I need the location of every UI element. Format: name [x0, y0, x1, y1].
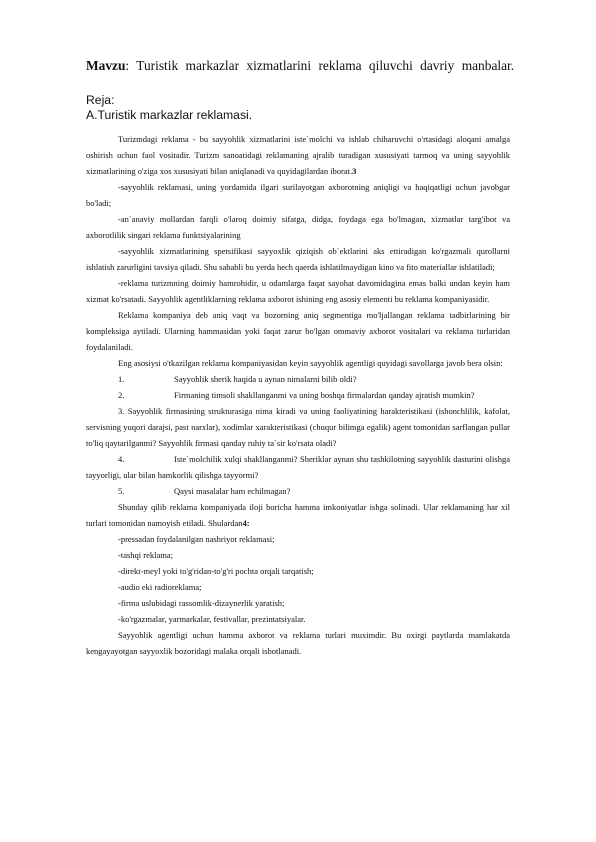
question-text: Firmaning timsoli shakllanganmi va uning boshqa firmalardan qanday ajratish mumkin?	[174, 390, 475, 400]
title-text: : Turistik markazlar xizmatlarini reklama qiluvchi davriy manbalar.	[125, 58, 515, 73]
question-item	[86, 483, 510, 499]
paragraph-text: Turizmdagi reklama - bu sayyohlik xizmatlarini iste`molchi va ishlab chiharuvchi o'rtasidagi aloqani amalga oshirish uchun faol vositadir. Turizm sanoatidagi reklamaning ajralib turadigan xususiyati tarmoq va uning sayyohlik xizmatlarining o'ziga xos xususiyati bilan aniqlanadi va quyidagilardan iborat.	[86, 134, 510, 176]
question-text: Qaysi masalalar ham echilmagan?	[174, 486, 291, 496]
question-item: 3. Sayyohlik firmasining strukturasiga nima kiradi va uning faoliyatining harakteristikasi (ishonchlilik, kafolat, servisning yuqori darajsi, past narxlar), xodimlar xarakteristikasi (chuqur bilimga egalik) agent tomonidan sarflangan pullar to'liq qaytarilganmi? Sayyohlik firmasi qanday ruhiy ta`sir ko'rsata oladi?	[86, 406, 510, 448]
paragraph: -reklama turizmning doimiy hamrohidir, u odamlarga faqat sayohat davomidagina emas balki undan keyin ham xizmat ko'rsatadi. Sayyohlik agentliklarning reklama axborot ishining eng asosiy elementi bu reklama kompaniyasidir.	[86, 278, 510, 304]
question-number: 1.	[118, 374, 125, 384]
list-item: -ko'rgazmalar, yarmarkalar, festivallar, prezintatsiyalar.	[118, 614, 306, 624]
list-item: -direkt-meyl yoki to'g'ridan-to'g'ri pochta orqali tarqatish;	[118, 566, 314, 576]
paragraph: -sayyohlik reklamasi, uning yordamida ilgari surilayotgan axborotning aniqligi va haqiqatligi uchun javobgar bo'ladi;	[86, 182, 510, 208]
plan-label: Reja:	[86, 93, 115, 107]
document-title	[86, 58, 556, 74]
list-item: -audio eki radioreklama;	[118, 582, 202, 592]
question-item	[86, 387, 510, 403]
paragraph: -sayyohlik xizmatlarining spetsifikasi sayyoxlik qiziqish ob`ektlarini aks ettiradigan ko'rgazmali qurollarni ishlatish zarurligini tavsiya qiladi. Shu sababli bu yerda hech qaerda ishlatilmaydigan kino va fito materiallar ishlatiladi;	[86, 246, 510, 272]
question-number: 2.	[118, 390, 125, 400]
reference-number: 4:	[242, 518, 250, 528]
question-number: 4.	[118, 454, 125, 464]
question-text: Iste`molchilik xulqi shakllanganmi? Sheriklar aynan shu tashkilotning sayyohlik dasturini olishga tayyorligi, ular bilan hamkorlik qilishga tayyormi?	[86, 454, 510, 480]
paragraph: Eng asosiysi o'tkazilgan reklama kompaniyasidan keyin sayyohlik agentligi quyidagi savollarga javob bera olsin:	[118, 358, 503, 368]
list-item: -pressadan foydalanilgan nashriyot reklamasi;	[118, 534, 275, 544]
question-text: Sayyohlik sherik haqida u aynan nimalarni bilib oldi?	[174, 374, 357, 384]
reference-number: 3	[352, 166, 357, 176]
paragraph	[86, 499, 510, 531]
document-body	[86, 131, 510, 659]
paragraph: Reklama kompaniya deb aniq vaqt va bozorning aniq segmentiga mo'ljallangan reklama tadbirlarining bir kompleksiga aytiladi. Ularning hammasidan yoki faqat zarur bo'lgan ommaviy axborot vositalari va reklama turlaridan foydalaniladi.	[86, 310, 510, 352]
question-item	[86, 451, 510, 483]
list-item: -tashqi reklama;	[118, 550, 173, 560]
section-heading: A.Turistik markazlar reklamasi.	[86, 108, 253, 122]
paragraph	[86, 131, 510, 179]
question-item	[86, 371, 510, 387]
paragraph: Sayyohlik agentligi uchun hamma axborot va reklama turlari muximdir. Bu oxirgi paytlarda mamlakatda kengayayotgan sayyoxlik bozoridagi malaka orqali isbotlanadi.	[86, 630, 510, 656]
question-number: 5.	[118, 486, 125, 496]
paragraph-text: Shunday qilib reklama kompaniyada iloji boricha hamma imkoniyatlar ishga solinadi. Ular reklamaning har xil turlari tomonidan namoyish etiladi. Shulardan	[86, 502, 510, 528]
title-label: Mavzu	[86, 58, 126, 73]
list-item: -firma uslubidagi rassomlik-dizaynerlik yaratish;	[118, 598, 285, 608]
paragraph: -an`anaviy mollardan farqli o'laroq doimiy sifatga, didga, foydaga ega bo'lmagan, xizmatlar targ'ibot va axborotlilik singari reklama funktsiyalarining	[86, 214, 510, 240]
